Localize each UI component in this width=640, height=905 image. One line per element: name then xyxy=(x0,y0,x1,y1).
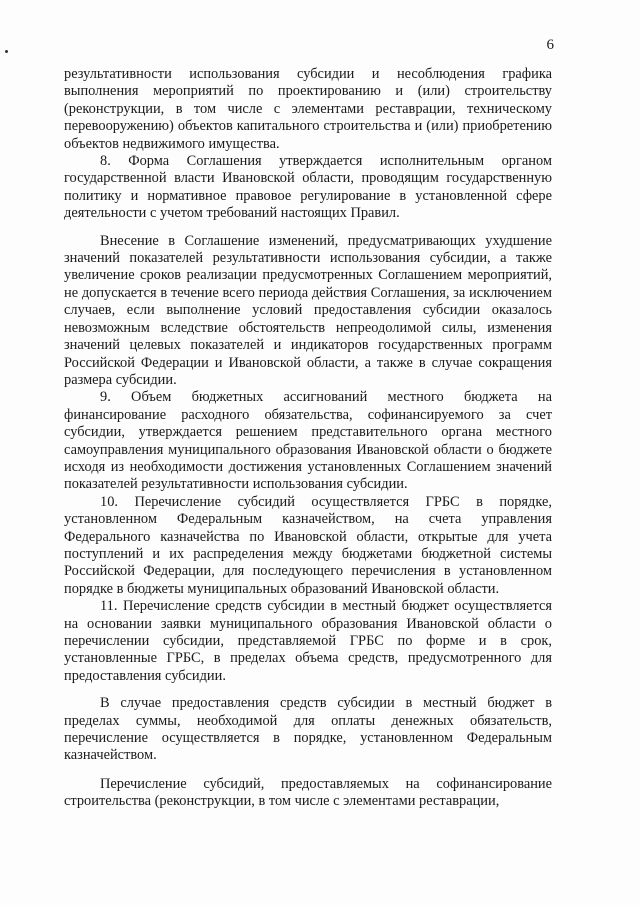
scan-dot-mark xyxy=(5,50,8,53)
paragraph-item-11: 11. Перечисление средств субсидии в местный бюджет осуществляется на основании заявки муниципального образования Ивановской области о перечислении субсидии, представляемой ГРБС по форме и в срок, установленные ГРБС, в пределах объема средств, предусмотренного для предоставления субсидии. xyxy=(64,598,552,684)
document-body xyxy=(64,66,552,811)
paragraph-item-10: 10. Перечисление субсидий осуществляется ГРБС в порядке, установленном Федеральным казначейством, на счета управления Федерального казначейства по Ивановской области, открытые для учета поступлений и их распределения между бюджетами бюджетной системы Российской Федерации, для последующего перечисления в установленном порядке в бюджеты муниципальных образований Ивановской области. xyxy=(64,493,552,597)
paragraph-construction-cofinancing: Перечисление субсидий, предоставляемых на софинансирование строительства (реконструкции, в том числе с элементами реставрации, xyxy=(64,775,552,810)
paragraph-agreement-changes: Внесение в Соглашение изменений, предусматривающих ухудшение значений показателей результативности использования субсидии, а также увеличение сроков реализации предусмотренных Соглашением мероприятий, не допускается в течение всего периода действия Соглашения, за исключением случаев, если выполнение условий предоставления субсидии оказалось невозможным вследствие обстоятельств непреодолимой силы, изменения значений целевых показателей и индикаторов государственных программ Российской Федерации и Ивановской области, а также в случае сокращения размера субсидии. xyxy=(64,232,552,388)
page-number: 6 xyxy=(546,37,554,53)
paragraph-subsidy-transfer: В случае предоставления средств субсидии в местный бюджет в пределах суммы, необходимой для оплаты денежных обязательств, перечисление осуществляется в порядке, установленном Федеральным казначейством. xyxy=(64,695,552,764)
paragraph-item-8: 8. Форма Соглашения утверждается исполнительным органом государственной власти Ивановской области, проводящим государственную политику и нормативное правовое регулирование в установленной сфере деятельности с учетом требований настоящих Правил. xyxy=(64,153,552,222)
paragraph-continuation: результативности использования субсидии и несоблюдения графика выполнения мероприятий по проектированию и (или) строительству (реконструкции, в том числе с элементами реставрации, техническому перевооружению) объектов капитального строительства и (или) приобретению объектов недвижимого имущества. xyxy=(64,66,552,152)
paragraph-item-9: 9. Объем бюджетных ассигнований местного бюджета на финансирование расходного обязательства, софинансируемого за счет субсидии, утверждается решением представительного органа местного самоуправления муниципального образования Ивановской области о бюджете исходя из необходимости достижения установленных Соглашением значений показателей результативности использования субсидии. xyxy=(64,389,552,493)
